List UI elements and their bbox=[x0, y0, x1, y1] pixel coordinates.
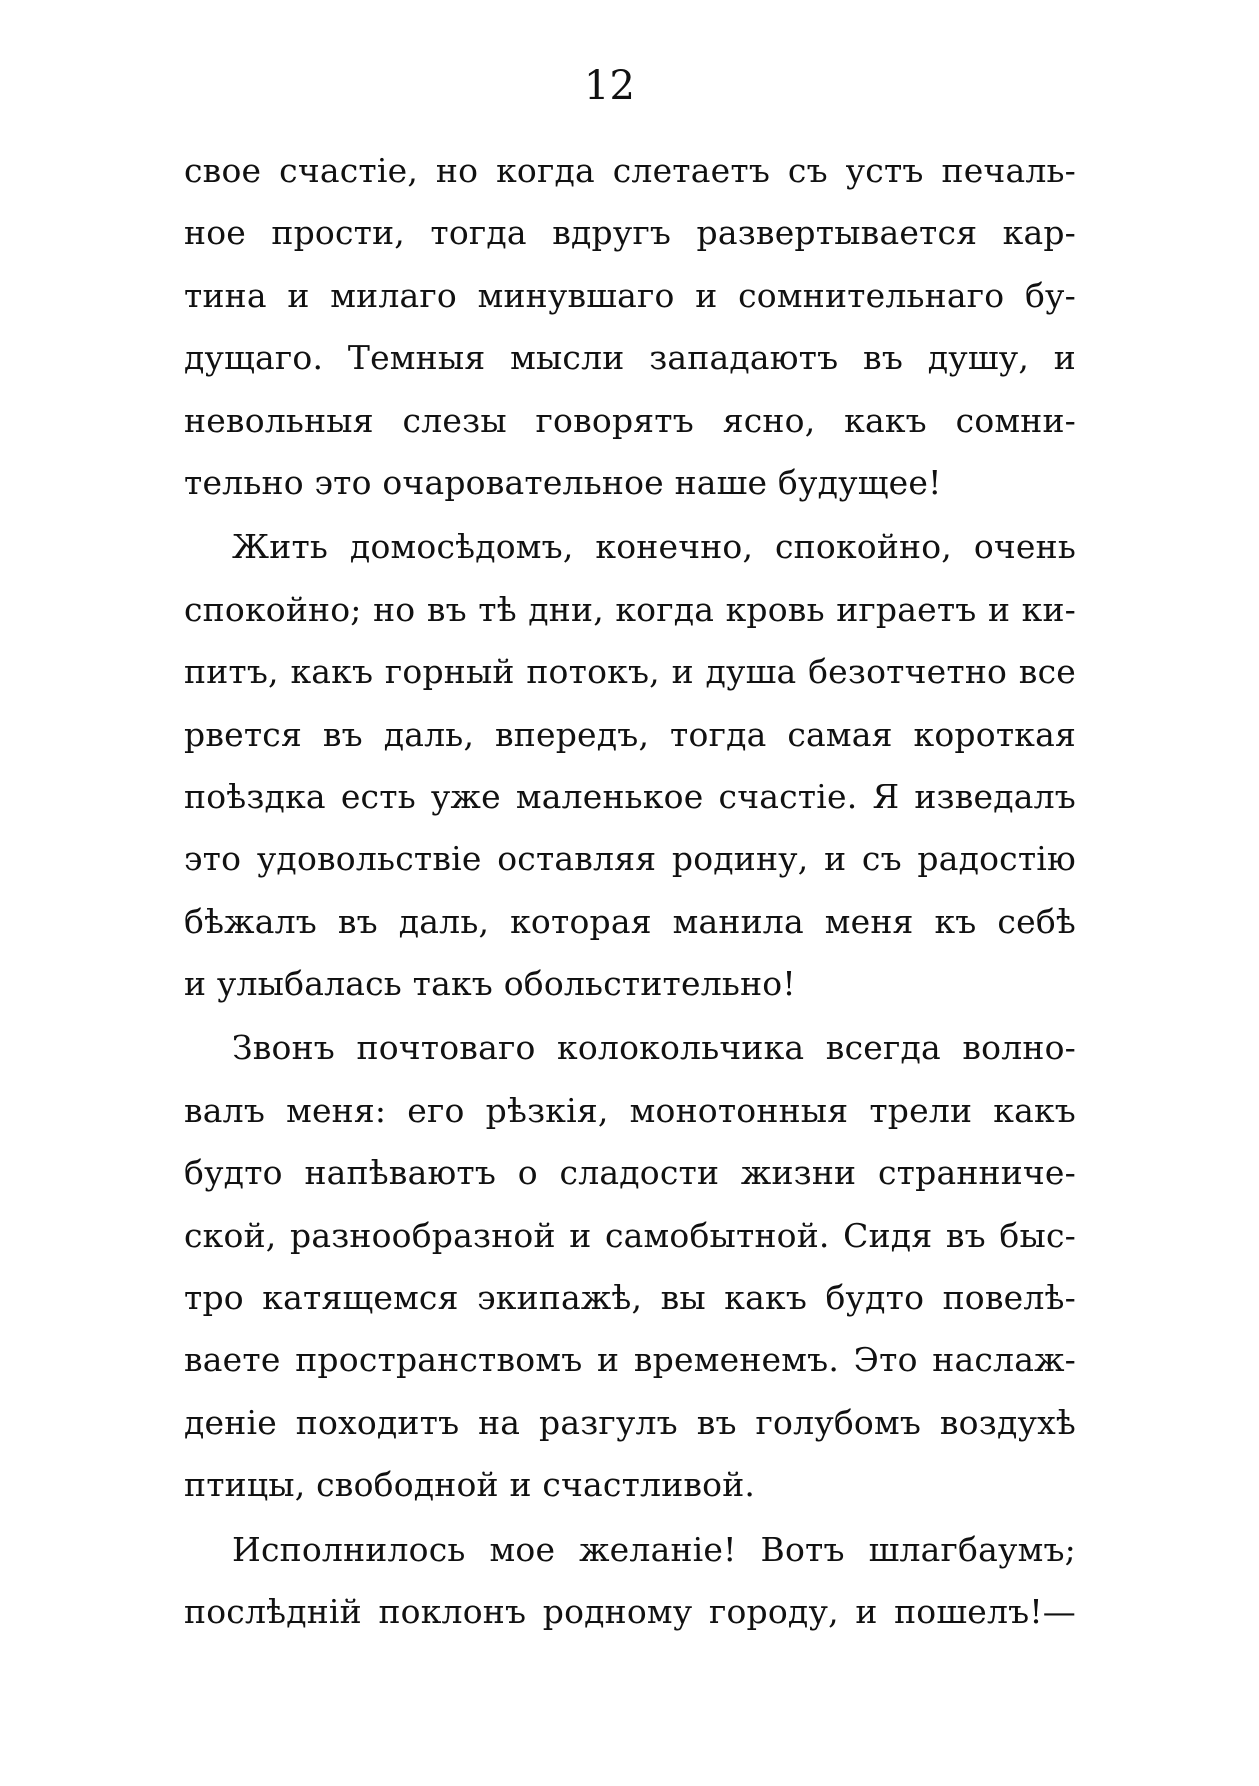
text-line: ваете пространствомъ и временемъ. Это наслаж- bbox=[184, 1340, 1076, 1380]
text-line: будто напѣваютъ о сладости жизни странниче- bbox=[184, 1153, 1076, 1193]
text-line: спокойно; но въ тѣ дни, когда кровь играетъ и ки- bbox=[184, 589, 1076, 629]
text-line: ской, разнообразной и самобытной. Сидя въ быс- bbox=[184, 1215, 1076, 1255]
text-line: рвется въ даль, впередъ, тогда самая короткая bbox=[184, 714, 1076, 754]
text-line: это удовольствіе оставляя родину, и съ радостію bbox=[184, 839, 1076, 879]
text-line: Звонъ почтоваго колокольчика всегда волно- bbox=[232, 1028, 1076, 1068]
text-line: дущаго. Темныя мысли западаютъ въ душу, и bbox=[184, 338, 1076, 378]
paragraph-2 bbox=[184, 516, 1076, 1015]
text-line: деніе походитъ на разгулъ въ голубомъ воздухѣ bbox=[184, 1402, 1076, 1442]
text-line: тельно это очаровательное наше будущее! bbox=[184, 462, 942, 502]
text-line: бѣжалъ въ даль, которая манила меня къ себѣ bbox=[184, 901, 1076, 941]
text-line: Исполнилось мое желаніе! Вотъ шлагбаумъ; bbox=[232, 1529, 1076, 1569]
text-line: тина и милаго минувшаго и сомнительнаго бу- bbox=[184, 275, 1076, 315]
text-line: свое счастіе, но когда слетаетъ съ устъ печаль- bbox=[184, 151, 1076, 190]
body-text bbox=[184, 140, 1076, 1643]
text-line: питъ, какъ горный потокъ, и душа безотчетно все bbox=[184, 652, 1076, 692]
text-line: поѣздка есть уже маленькое счастіе. Я изведалъ bbox=[184, 776, 1076, 816]
text-line: ное прости, тогда вдругъ развертывается кар- bbox=[184, 213, 1076, 253]
text-line: тро катящемся экипажѣ, вы какъ будто повелѣ- bbox=[184, 1278, 1076, 1318]
page-number: 12 bbox=[584, 63, 635, 109]
text-line: и улыбалась такъ обольстительно! bbox=[184, 964, 796, 1004]
text-line: послѣдній поклонъ родному городу, и пошелъ!— bbox=[184, 1591, 1076, 1631]
text-line: валъ меня: его рѣзкія, монотонныя трели какъ bbox=[184, 1090, 1076, 1130]
text-line: птицы, свободной и счастливой. bbox=[184, 1465, 756, 1505]
text-line: невольныя слезы говорятъ ясно, какъ сомни- bbox=[184, 400, 1076, 440]
paragraph-1 bbox=[184, 140, 1076, 514]
text-line: Жить домосѣдомъ, конечно, спокойно, очень bbox=[232, 527, 1076, 567]
paragraph-3 bbox=[184, 1017, 1076, 1516]
paragraph-4 bbox=[184, 1519, 1076, 1644]
